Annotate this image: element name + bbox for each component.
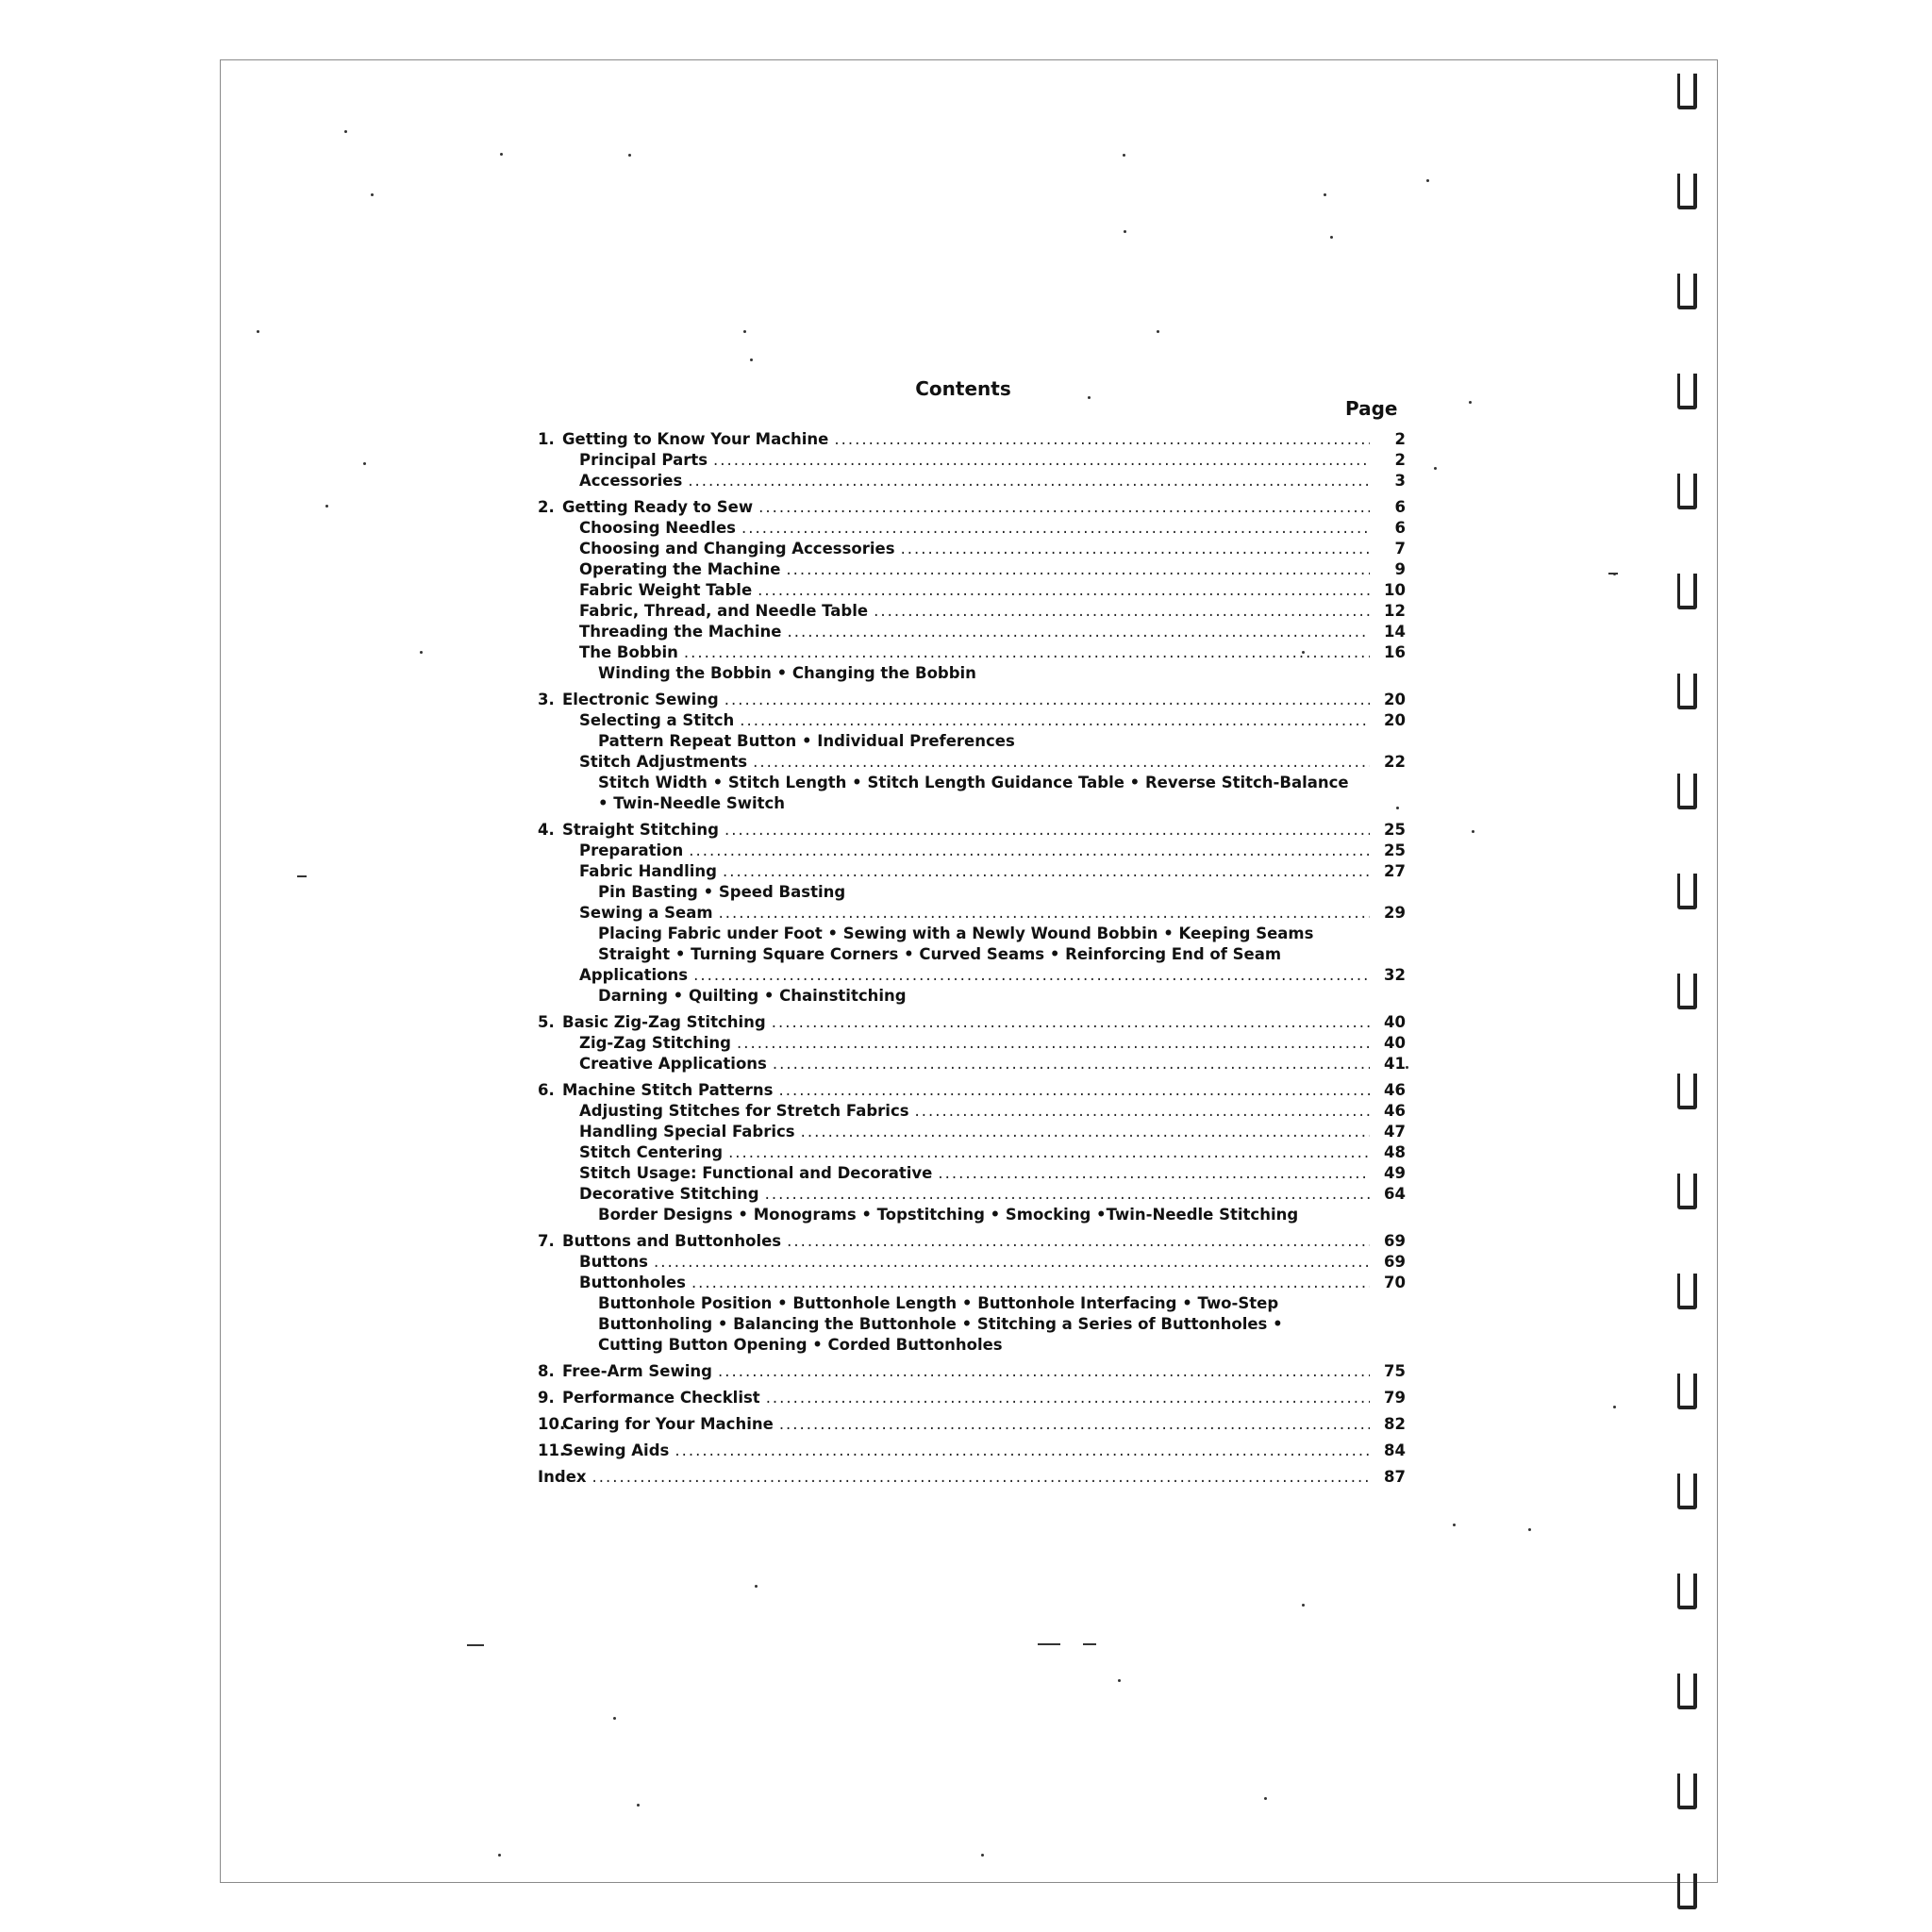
subsection-page-number: 16 <box>1384 643 1406 661</box>
scan-speck <box>1324 193 1326 196</box>
scan-speck <box>1302 1604 1305 1607</box>
toc-subsection-row <box>538 1163 1406 1184</box>
dot-leader <box>724 690 1370 710</box>
subsection-page-number: 10 <box>1384 581 1406 599</box>
scan-mark <box>1038 1643 1060 1645</box>
binding-ring <box>1677 174 1697 209</box>
toc-chapter-row <box>538 1080 1406 1101</box>
subsection-page-number: 14 <box>1384 623 1406 641</box>
toc-chapter-row <box>538 1361 1406 1382</box>
dot-leader <box>723 861 1370 882</box>
toc-section <box>538 1080 1406 1225</box>
dot-leader <box>741 518 1370 539</box>
dot-leader <box>718 1361 1370 1382</box>
binding-ring <box>1677 1474 1697 1509</box>
chapter-number: 1. <box>538 430 555 448</box>
subsection-topics: Buttonhole Position • Buttonhole Length • Buttonhole Interfacing • Two-Step Buttonholing • Balancing the Buttonhole • Stitching a Series of Buttonholes • Cutting Button Opening • Corded Buttonholes <box>598 1294 1283 1354</box>
toc-subsection-row <box>538 1184 1406 1205</box>
chapter-page-number: 2 <box>1394 430 1406 448</box>
toc-chapter-row <box>538 1231 1406 1252</box>
dot-leader <box>740 710 1370 731</box>
dot-leader <box>675 1441 1370 1461</box>
binding-ring <box>1677 1674 1697 1709</box>
page-column-label: Page <box>1345 397 1398 420</box>
scan-speck <box>628 154 631 157</box>
subsection-title: Sewing a Seam <box>579 904 713 922</box>
subsection-title: The Bobbin <box>579 643 678 661</box>
chapter-title: Getting Ready to Sew <box>562 498 754 516</box>
binding-ring <box>1677 274 1697 309</box>
subsection-page-number: 22 <box>1384 753 1406 771</box>
chapter-number: 2. <box>538 498 555 516</box>
chapter-page-number: 40 <box>1384 1013 1406 1031</box>
binding-ring <box>1677 674 1697 709</box>
binding-ring <box>1677 1774 1697 1809</box>
toc-section <box>538 820 1406 1007</box>
scan-speck <box>1396 807 1399 809</box>
dot-leader <box>766 1388 1370 1408</box>
chapter-number: 8. <box>538 1362 555 1380</box>
scan-mark <box>1083 1643 1096 1645</box>
scan-speck <box>1118 1679 1121 1682</box>
dot-leader <box>758 580 1370 601</box>
scan-speck <box>613 1717 616 1720</box>
chapter-page-number: 82 <box>1384 1415 1406 1433</box>
subsection-page-number: 25 <box>1384 841 1406 859</box>
subsection-title: Principal Parts <box>579 451 708 469</box>
scan-speck <box>1426 179 1429 182</box>
toc-section <box>538 690 1406 814</box>
toc-subsection-row <box>538 1252 1406 1273</box>
dot-leader <box>938 1163 1370 1184</box>
chapter-title: Performance Checklist <box>562 1389 760 1407</box>
toc-subsection-row <box>538 861 1406 882</box>
binding-ring <box>1677 74 1697 109</box>
chapter-number: 9. <box>538 1389 555 1407</box>
toc-chapter-row <box>538 1414 1406 1435</box>
subsection-title: Buttons <box>579 1253 649 1271</box>
binding-ring <box>1677 1874 1697 1909</box>
scan-speck <box>1528 1528 1531 1531</box>
scan-speck <box>1264 1797 1267 1800</box>
subsection-page-number: 9 <box>1394 560 1406 578</box>
subsection-page-number: 64 <box>1384 1185 1406 1203</box>
subsection-title: Fabric Weight Table <box>579 581 753 599</box>
subsection-page-number: 48 <box>1384 1143 1406 1161</box>
toc-chapter-row <box>538 1467 1406 1488</box>
toc-subsection-row <box>538 1273 1406 1293</box>
toc-subsection-row <box>538 903 1406 924</box>
subsection-page-number: 2 <box>1394 451 1406 469</box>
toc-subsection-row <box>538 710 1406 731</box>
dot-leader <box>728 1142 1370 1163</box>
subsection-page-number: 49 <box>1384 1164 1406 1182</box>
chapter-number: 7. <box>538 1232 555 1250</box>
chapter-title: Free-Arm Sewing <box>562 1362 712 1380</box>
scan-speck <box>1613 1406 1616 1408</box>
dot-leader <box>654 1252 1370 1273</box>
dot-leader <box>786 559 1370 580</box>
subsection-title: Stitch Adjustments <box>579 753 748 771</box>
subsection-title: Stitch Centering <box>579 1143 724 1161</box>
dot-leader <box>801 1122 1370 1142</box>
dot-leader <box>689 841 1370 861</box>
subsection-title: Threading the Machine <box>579 623 782 641</box>
dot-leader <box>834 429 1370 450</box>
subsection-title: Choosing and Changing Accessories <box>579 540 895 558</box>
dot-leader <box>787 1231 1370 1252</box>
chapter-number: 11. <box>538 1441 566 1459</box>
dot-leader <box>719 903 1370 924</box>
dot-leader <box>874 601 1370 622</box>
chapter-page-number: 69 <box>1384 1232 1406 1250</box>
chapter-page-number: 79 <box>1384 1389 1406 1407</box>
spiral-binding <box>1677 66 1700 1887</box>
dot-leader <box>753 752 1370 773</box>
toc-subsection-row <box>538 622 1406 642</box>
dot-leader <box>787 622 1370 642</box>
subsection-title: Selecting a Stitch <box>579 711 735 729</box>
binding-ring <box>1677 1074 1697 1109</box>
subsection-topics: Winding the Bobbin • Changing the Bobbin <box>598 664 976 682</box>
subsection-title: Choosing Needles <box>579 519 736 537</box>
toc-chapter-row <box>538 429 1406 450</box>
toc-section <box>538 1361 1406 1382</box>
subsection-topics: Pattern Repeat Button • Individual Preferences <box>598 732 1015 750</box>
subsection-topics: Pin Basting • Speed Basting <box>598 883 846 901</box>
subsection-title: Fabric, Thread, and Needle Table <box>579 602 869 620</box>
subsection-page-number: 46 <box>1384 1102 1406 1120</box>
subsection-topics: Darning • Quilting • Chainstitching <box>598 987 907 1005</box>
table-of-contents <box>538 429 1406 1493</box>
scan-speck <box>743 330 746 333</box>
subsection-title: Fabric Handling <box>579 862 717 880</box>
toc-chapter-row <box>538 820 1406 841</box>
scan-speck <box>1330 236 1333 239</box>
scan-speck <box>344 130 347 133</box>
subsection-title: Applications <box>579 966 689 984</box>
toc-subsection-row <box>538 642 1406 663</box>
toc-section <box>538 1414 1406 1435</box>
binding-ring <box>1677 1374 1697 1409</box>
chapter-number: 6. <box>538 1081 555 1099</box>
scan-speck <box>371 193 374 196</box>
dot-leader <box>693 965 1370 986</box>
scan-mark <box>467 1644 484 1646</box>
binding-ring <box>1677 774 1697 809</box>
toc-subsection-row <box>538 450 1406 471</box>
toc-section <box>538 1231 1406 1356</box>
subsection-topics: Placing Fabric under Foot • Sewing with a Newly Wound Bobbin • Keeping Seams Straight • Turning Square Corners • Curved Seams • Reinforcing End of Seam <box>598 924 1314 963</box>
chapter-number: 3. <box>538 691 555 708</box>
chapter-title: Straight Stitching <box>562 821 719 839</box>
subsection-page-number: 69 <box>1384 1253 1406 1271</box>
scan-speck <box>1302 651 1305 654</box>
toc-chapter-row <box>538 1388 1406 1408</box>
scan-speck <box>1472 830 1474 833</box>
toc-subsection-row <box>538 1122 1406 1142</box>
subsection-title: Handling Special Fabrics <box>579 1123 795 1141</box>
subsection-title: Operating the Machine <box>579 560 781 578</box>
scan-speck <box>500 153 503 156</box>
subsection-title: Stitch Usage: Functional and Decorative <box>579 1164 933 1182</box>
chapter-number: 5. <box>538 1013 555 1031</box>
toc-section <box>538 497 1406 684</box>
binding-ring <box>1677 574 1697 609</box>
toc-section <box>538 1467 1406 1488</box>
dot-leader <box>901 539 1370 559</box>
subsection-title: Decorative Stitching <box>579 1185 759 1203</box>
binding-ring <box>1677 874 1697 909</box>
chapter-title: Buttons and Buttonholes <box>562 1232 782 1250</box>
subsection-page-number: 29 <box>1384 904 1406 922</box>
subsection-title: Buttonholes <box>579 1274 686 1291</box>
subsection-page-number: 6 <box>1394 519 1406 537</box>
toc-chapter-row <box>538 1441 1406 1461</box>
dot-leader <box>684 642 1370 663</box>
subsection-title: Creative Applications <box>579 1055 767 1073</box>
subsection-page-number: 70 <box>1384 1274 1406 1291</box>
dot-leader <box>737 1033 1370 1054</box>
chapter-page-number: 84 <box>1384 1441 1406 1459</box>
toc-subsection-row <box>538 752 1406 773</box>
chapter-page-number: 20 <box>1384 691 1406 708</box>
toc-subsection-row <box>538 539 1406 559</box>
toc-chapter-row <box>538 497 1406 518</box>
dot-leader <box>691 1273 1370 1293</box>
subsection-title: Adjusting Stitches for Stretch Fabrics <box>579 1102 909 1120</box>
subsection-title: Zig-Zag Stitching <box>579 1034 731 1052</box>
chapter-number: 10. <box>538 1415 566 1433</box>
toc-section <box>538 1441 1406 1461</box>
contents-title: Contents <box>915 377 1011 400</box>
dot-leader <box>765 1184 1370 1205</box>
toc-subsection-row <box>538 1142 1406 1163</box>
subsection-topics: Stitch Width • Stitch Length • Stitch Length Guidance Table • Reverse Stitch-Balance • Twin-Needle Switch <box>598 774 1349 812</box>
chapter-title: Machine Stitch Patterns <box>562 1081 774 1099</box>
chapter-page-number: 87 <box>1384 1468 1406 1486</box>
dot-leader <box>779 1414 1370 1435</box>
toc-section <box>538 429 1406 491</box>
binding-ring <box>1677 1574 1697 1609</box>
scan-speck <box>1088 396 1091 399</box>
scan-speck <box>755 1585 758 1588</box>
toc-subsection-row <box>538 580 1406 601</box>
scan-speck <box>750 358 753 361</box>
chapter-page-number: 6 <box>1394 498 1406 516</box>
toc-subsection-row <box>538 1101 1406 1122</box>
toc-section <box>538 1012 1406 1074</box>
toc-subsection-row <box>538 965 1406 986</box>
dot-leader <box>592 1467 1370 1488</box>
chapter-number: 4. <box>538 821 555 839</box>
scan-speck <box>420 651 423 654</box>
scan-speck <box>981 1854 984 1857</box>
scan-speck <box>637 1804 640 1807</box>
scan-speck <box>1469 401 1472 404</box>
chapter-title: Caring for Your Machine <box>562 1415 774 1433</box>
chapter-title: Electronic Sewing <box>562 691 719 708</box>
toc-chapter-row <box>538 690 1406 710</box>
toc-subsection-row <box>538 518 1406 539</box>
chapter-title: Getting to Know Your Machine <box>562 430 829 448</box>
dot-leader <box>778 1080 1370 1101</box>
binding-ring <box>1677 474 1697 509</box>
subsection-title: Preparation <box>579 841 684 859</box>
subsection-page-number: 47 <box>1384 1123 1406 1141</box>
chapter-page-number: 46 <box>1384 1081 1406 1099</box>
subsection-page-number: 7 <box>1394 540 1406 558</box>
scan-speck <box>1453 1524 1456 1526</box>
chapter-page-number: 75 <box>1384 1362 1406 1380</box>
subsection-page-number: 12 <box>1384 602 1406 620</box>
toc-subsection-row <box>538 601 1406 622</box>
subsection-page-number: 41 <box>1384 1055 1406 1073</box>
toc-chapter-row <box>538 1012 1406 1033</box>
chapter-title: Index <box>538 1468 587 1486</box>
subsection-page-number: 3 <box>1394 472 1406 490</box>
binding-ring <box>1677 974 1697 1009</box>
binding-ring <box>1677 1274 1697 1309</box>
dot-leader <box>724 820 1370 841</box>
toc-subsection-row <box>538 1033 1406 1054</box>
scan-speck <box>325 505 328 508</box>
chapter-title: Sewing Aids <box>562 1441 670 1459</box>
subsection-page-number: 40 <box>1384 1034 1406 1052</box>
scan-speck <box>1406 1066 1408 1069</box>
toc-subsection-row <box>538 559 1406 580</box>
scan-speck <box>1124 230 1126 233</box>
scan-speck <box>1123 154 1125 157</box>
subsection-topics: Border Designs • Monograms • Topstitching • Smocking •Twin-Needle Stitching <box>598 1206 1299 1224</box>
toc-subsection-row <box>538 841 1406 861</box>
subsection-page-number: 20 <box>1384 711 1406 729</box>
subsection-page-number: 27 <box>1384 862 1406 880</box>
scan-speck <box>1434 467 1437 470</box>
binding-ring <box>1677 1174 1697 1209</box>
scan-mark <box>1608 573 1618 575</box>
chapter-title: Basic Zig-Zag Stitching <box>562 1013 766 1031</box>
scan-speck <box>1157 330 1159 333</box>
dot-leader <box>713 450 1370 471</box>
toc-subsection-row <box>538 471 1406 491</box>
toc-section <box>538 1388 1406 1408</box>
subsection-title: Accessories <box>579 472 683 490</box>
scan-speck <box>363 462 366 465</box>
dot-leader <box>772 1012 1370 1033</box>
scan-speck <box>498 1854 501 1857</box>
dot-leader <box>758 497 1370 518</box>
toc-subsection-row <box>538 1054 1406 1074</box>
dot-leader <box>773 1054 1370 1074</box>
chapter-page-number: 25 <box>1384 821 1406 839</box>
scan-mark <box>297 875 307 877</box>
subsection-page-number: 32 <box>1384 966 1406 984</box>
dot-leader <box>688 471 1370 491</box>
scan-speck <box>257 330 259 333</box>
dot-leader <box>915 1101 1370 1122</box>
